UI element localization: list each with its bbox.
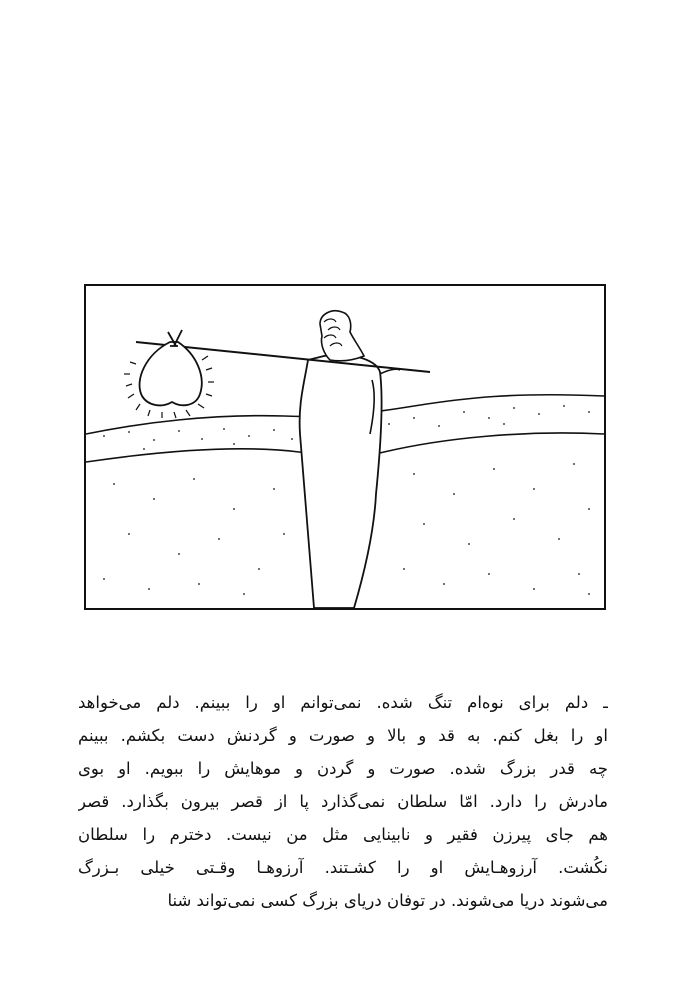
text-line-1: ـ دلم برای نوه‌ام تنگ شده. نمی‌توانم او را ببینم. دلم می‌خواهد	[78, 693, 608, 712]
text-line-3: چه قدر بزرگ شده. صورت و گردن و موهایش را ببویم. او بوی	[78, 759, 608, 778]
text-line-7: می‌شوند دریا می‌شوند. در توفان دریای بزرگ کسی نمی‌تواند شنا	[167, 891, 608, 910]
story-paragraph	[78, 686, 608, 917]
story-illustration	[84, 284, 606, 610]
text-line-5: هم جای پیرزن فقیر و نابینایی مثل من نیست. دخترم را سلطان	[78, 825, 608, 844]
text-line-6: نکُشت. آرزوهـایش او را کشـتند. آرزوهـا وقـتی خیلی بـزرگ	[78, 858, 608, 877]
traveler-with-bundle-icon	[84, 284, 606, 610]
text-line-2: او را بغل کنم. به قد و بالا و صورت و گردنش دست بکشم. ببینم	[78, 726, 608, 745]
text-line-4: مادرش را دارد. امّا سلطان نمی‌گذارد پا از قصر بیرون بگذارد. قصر	[78, 792, 608, 811]
